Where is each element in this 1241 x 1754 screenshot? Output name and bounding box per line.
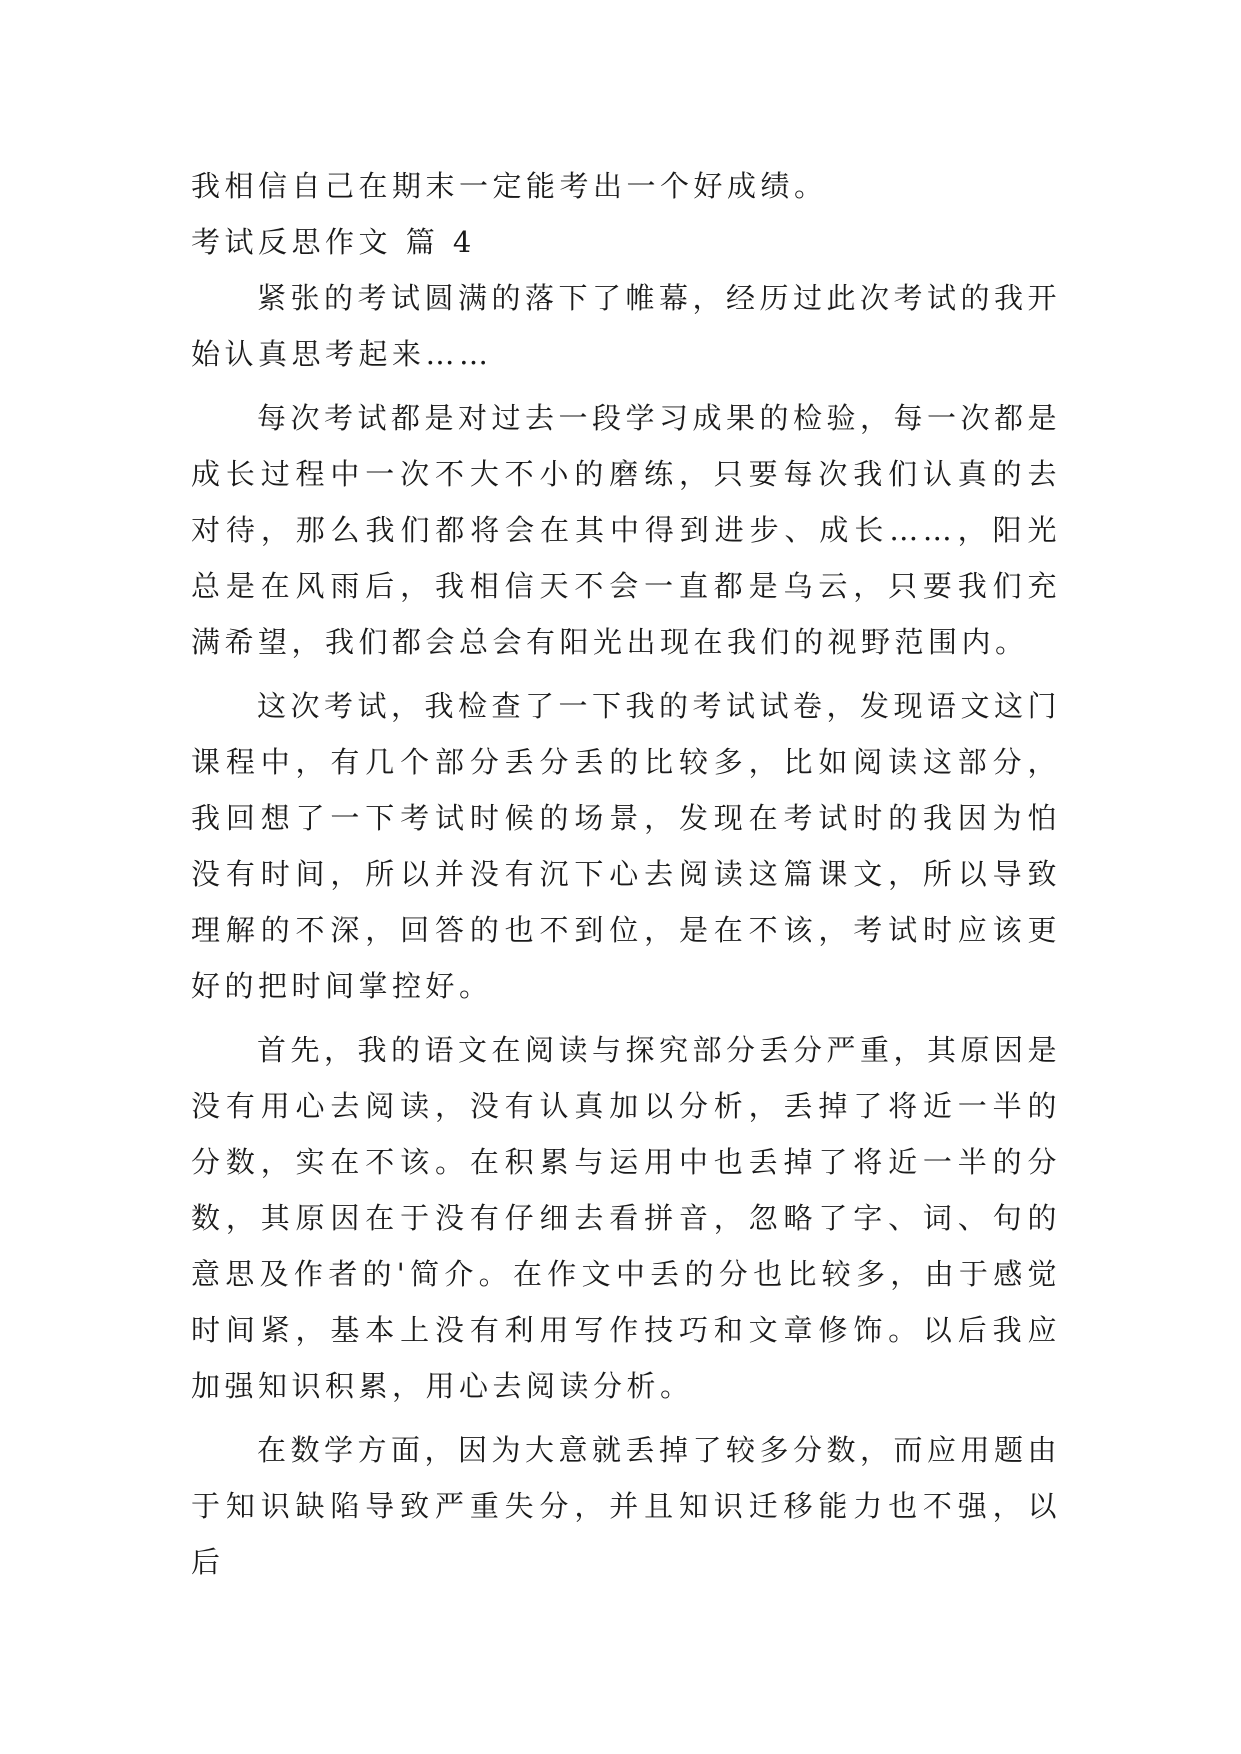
- paragraph: 首先，我的语文在阅读与探究部分丢分严重，其原因是没有用心去阅读，没有认真加以分析，丢掉了将近一半的分数，实在不该。在积累与运用中也丢掉了将近一半的分数，其原因在于没有仔细去看拼音，忽略了字、词、句的意思及作者的'简介。在作文中丢的分也比较多，由于感觉时间紧，基本上没有利用写作技巧和文章修饰。以后我应加强知识积累，用心去阅读分析。: [191, 1033, 1062, 1403]
- intro-line: 我相信自己在期末一定能考出一个好成绩。: [191, 169, 828, 203]
- paragraph: 紧张的考试圆满的落下了帷幕，经历过此次考试的我开始认真思考起来……: [191, 281, 1062, 371]
- paragraph: 每次考试都是对过去一段学习成果的检验，每一次都是成长过程中一次不大不小的磨练，只要每次我们认真的去对待，那么我们都将会在其中得到进步、成长……，阳光总是在风雨后，我相信天不会一直都是乌云，只要我们充满希望，我们都会总会有阳光出现在我们的视野范围内。: [191, 401, 1062, 659]
- document-body: [191, 158, 1061, 1590]
- paragraph: 在数学方面，因为大意就丢掉了较多分数，而应用题由于知识缺陷导致严重失分，并且知识迁移能力也不强，以后: [191, 1433, 1062, 1579]
- paragraph: 这次考试，我检查了一下我的考试试卷，发现语文这门课程中，有几个部分丢分丢的比较多，比如阅读这部分，我回想了一下考试时候的场景，发现在考试时的我因为怕没有时间，所以并没有沉下心去阅读这篇课文，所以导致理解的不深，回答的也不到位，是在不该，考试时应该更好的把时间掌控好。: [191, 689, 1062, 1003]
- section-heading: 考试反思作文 篇 4: [191, 225, 476, 259]
